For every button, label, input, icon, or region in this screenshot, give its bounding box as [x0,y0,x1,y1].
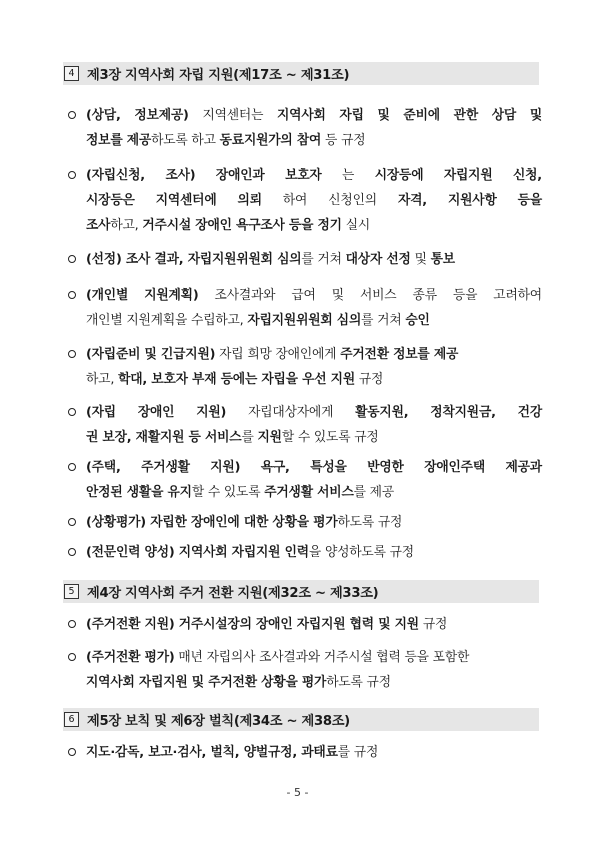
item-line [60,283,542,308]
circle-bullet-icon [68,111,76,119]
bold-text-run: 지원) [196,405,227,420]
list-item-selection [60,247,542,272]
text-run: 매년 자립의사 조사결과와 거주시설 협력 등을 포함한 [174,650,470,665]
section-number-box: 4 [64,66,79,81]
circle-bullet-icon [68,171,76,179]
text-run: 하도록 규정 [337,515,403,530]
bold-text-run: 대상자 선정 [345,252,411,267]
bold-text-run: 안정된 생활을 유지 [86,485,192,500]
bold-text-run: 주거전환 정보를 제공 [340,347,459,362]
bold-text-run: 조사) [165,168,196,183]
item-line [60,670,542,695]
item-line [60,425,542,450]
list-item-workforce [60,540,542,565]
bold-text-run: 장애인 [137,405,175,420]
bold-text-run: 상담 [491,108,517,123]
circle-bullet-icon [68,748,76,756]
bold-text-run: (상황평가) 자립한 장애인에 대한 상황을 평가 [86,515,338,530]
bold-text-run: 자립지원위원회 심의 [247,313,362,328]
text-run: 지역센터는 [202,108,264,123]
bold-text-run: 지역사회 자립지원 및 주거전환 상황을 평가 [86,675,327,690]
bold-text-run: 자립지원 [443,168,493,183]
text-run: 하고, [110,218,143,233]
bold-text-run: (자립신청, [86,168,145,183]
text-run: 를 거쳐 [301,252,346,267]
bold-text-run: 지원 [257,430,282,445]
bold-text-run: 지원계획) [144,288,199,303]
list-item-evaluation [60,510,542,535]
bold-text-run: 지도·감독, 보고·검사, 벌칙, 양벌규정, 과태료 [86,745,338,760]
item-line [60,367,542,392]
bold-text-run: (주거전환 평가) [86,650,175,665]
bold-text-run: 보호자 [285,168,322,183]
text-run: 할 수 있도록 규정 [281,430,379,445]
text-run: 규정 [418,617,448,632]
list-item-individual-plan [60,283,542,333]
text-run: 를 거쳐 [361,313,406,328]
bold-text-run: 건강 [517,405,542,420]
text-run: 를 제공 [353,485,394,500]
item-line [60,342,542,367]
bold-text-run: 통보 [430,252,455,267]
bold-text-run: 관한 [453,108,478,123]
item-line [60,163,542,188]
bold-text-run: (주거전환 지원) 거주시설장의 장애인 자립지원 협력 및 지원 [86,617,419,632]
item-line [60,128,542,153]
bold-text-run: 장애인주택 [424,460,485,475]
text-run: 개인별 지원계획을 수립하고, [86,313,248,328]
text-run: 등 규정 [321,133,366,148]
section-title: 제4장 지역사회 주거 전환 지원(제32조 ~ 제33조) [87,586,379,601]
bold-text-run: 조사 [86,218,111,233]
item-line [60,455,542,480]
item-line [60,103,542,128]
section-header-ch3 [63,62,539,85]
circle-bullet-icon [68,518,76,526]
section-title: 제5장 보칙 및 제6장 벌칙(제34조 ~ 제38조) [87,714,350,729]
list-item-transition-evaluation [60,645,542,695]
circle-bullet-icon [68,255,76,263]
text-run: 및 [331,288,344,303]
text-run: 자립 희망 장애인에게 [215,347,341,362]
bold-text-run: 주거생활 서비스 [264,485,354,500]
text-run: 고려하여 [493,288,542,303]
bold-text-run: (전문인력 양성) 지역사회 자립지원 인력 [86,545,309,560]
item-line [60,480,542,505]
text-run: 규정 [355,372,384,387]
list-item-transition-support [60,612,542,637]
bold-text-run: 주거생활 [141,460,190,475]
item-line [60,400,542,425]
bold-text-run: (상담, [86,108,121,123]
bold-text-run: 권 보장, 재활지원 등 서비스 [86,430,242,445]
bold-text-run: 시장등은 [86,193,135,208]
text-run: 할 수 있도록 [191,485,265,500]
item-line [60,188,542,213]
text-run: 는 [342,168,355,183]
list-item-support [60,400,542,450]
text-run: 하여 [282,193,308,208]
text-run: 종류 [412,288,437,303]
circle-bullet-icon [68,350,76,358]
section-header-ch5-6 [63,708,539,731]
item-line [60,308,542,333]
circle-bullet-icon [68,653,76,661]
section-number-box: 6 [64,712,79,727]
bold-text-run: 학대, 보호자 부재 등에는 자립을 우선 지원 [118,372,356,387]
bold-text-run: (자립준비 및 긴급지원) [86,347,216,362]
bold-text-run: (주택, [86,460,121,475]
list-item-housing [60,455,542,505]
bold-text-run: 정착지원금, [430,405,496,420]
text-run: 하고, [86,372,119,387]
item-line [60,510,542,535]
bold-text-run: 및 [529,108,542,123]
item-line [60,645,542,670]
item-line [60,612,542,637]
text-run: 을 양성하도록 규정 [308,545,414,560]
item-line [60,540,542,565]
bold-text-run: 정보를 제공 [86,133,152,148]
bold-text-run: (선정) 조사 결과, 자립지원위원회 심의 [86,252,302,267]
item-line [60,247,542,272]
section-header-ch4 [63,580,539,603]
text-run: 실시 [341,218,371,233]
item-line [60,740,542,765]
section-number-box: 5 [64,584,79,599]
text-run: 서비스 [359,288,397,303]
bold-text-run: 지원) [210,460,241,475]
list-item-emergency [60,342,542,392]
bold-text-run: 욕구, [260,460,290,475]
section-title: 제3장 지역사회 자립 지원(제17조 ~ 제31조) [87,68,350,83]
text-run: 를 규정 [337,745,379,760]
text-run: 조사결과와 [214,288,276,303]
bold-text-run: 의뢰 [237,193,262,208]
circle-bullet-icon [68,408,76,416]
item-line [60,213,542,238]
bold-text-run: 반영한 [367,460,404,475]
bold-text-run: 지원사항 [447,193,497,208]
text-run: 신청인의 [328,193,377,208]
list-item-application [60,163,542,238]
text-run: 급여 [291,288,316,303]
bold-text-run: 지역센터에 [155,193,217,208]
text-run: 를 [241,430,258,445]
bold-text-run: 활동지원, [355,405,409,420]
bold-text-run: 등을 [517,193,542,208]
circle-bullet-icon [68,291,76,299]
page-number: - 5 - [286,786,309,799]
bold-text-run: 장애인과 [215,168,265,183]
circle-bullet-icon [68,548,76,556]
text-run: 하도록 규정 [326,675,391,690]
list-item-counseling [60,103,542,153]
bold-text-run: 동료지원가의 참여 [219,133,322,148]
text-run: 자립대상자에게 [248,405,334,420]
bold-text-run: 신청, [512,168,542,183]
bold-text-run: 준비에 [403,108,440,123]
list-item-supervision [60,740,542,765]
bold-text-run: 시장등에 [374,168,424,183]
bold-text-run: 지역사회 [277,108,326,123]
bold-text-run: 자격, [397,193,427,208]
bold-text-run: 자립 [339,108,364,123]
text-run: 등을 [452,288,478,303]
circle-bullet-icon [68,463,76,471]
circle-bullet-icon [68,620,76,628]
bold-text-run: 승인 [405,313,430,328]
bold-text-run: 거주시설 장애인 욕구조사 등을 정기 [142,218,342,233]
text-run: 및 [410,252,431,267]
bold-text-run: (자립 [86,405,116,420]
text-run: 하도록 하고 [151,133,220,148]
bold-text-run: 및 [377,108,390,123]
bold-text-run: 정보제공) [134,108,189,123]
bold-text-run: 제공과 [505,460,542,475]
bold-text-run: (개인별 [86,288,129,303]
bold-text-run: 특성을 [310,460,347,475]
